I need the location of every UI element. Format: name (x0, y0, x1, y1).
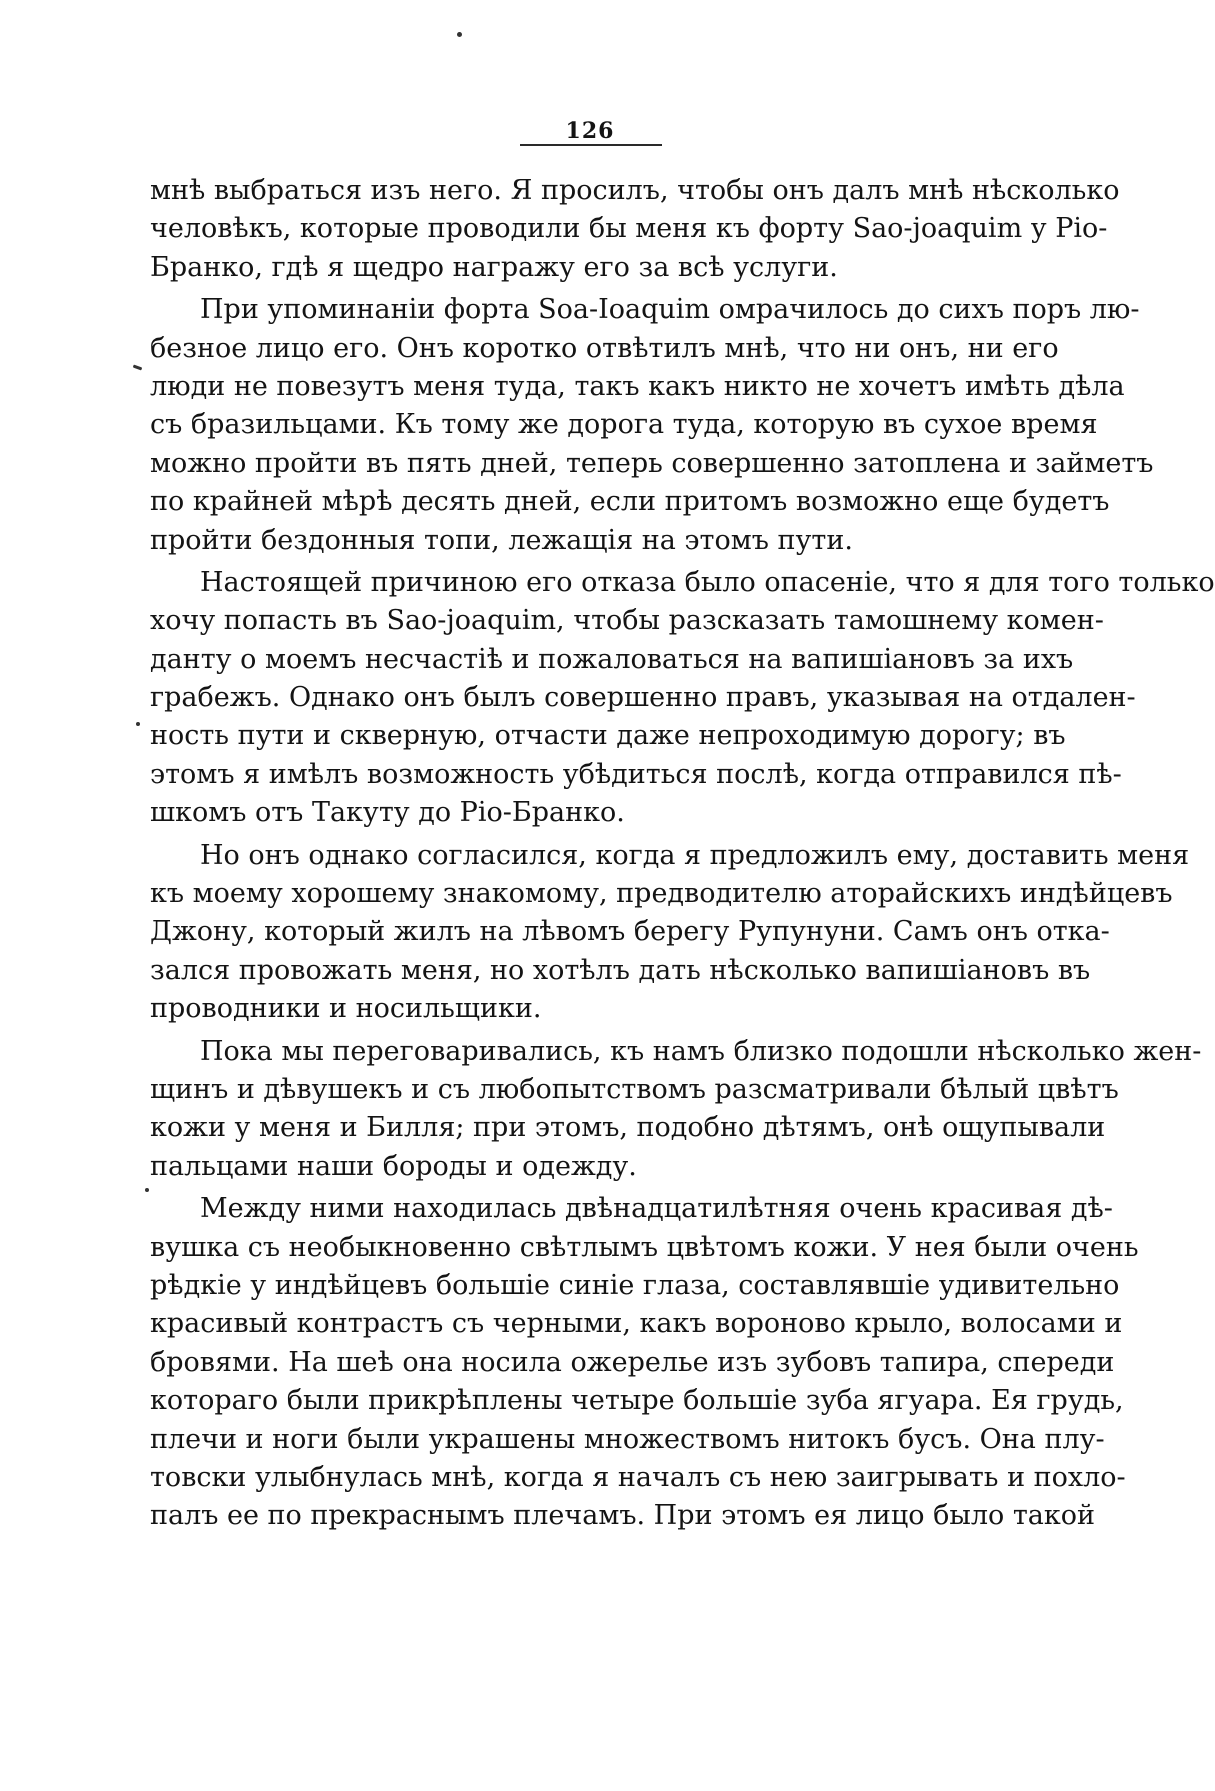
paragraph (150, 837, 1190, 1029)
text-line: мнѣ выбраться изъ него. Я просилъ, чтобы онъ далъ мнѣ нѣсколько (150, 175, 1120, 206)
text-line: При упоминаніи форта Soa-Ioaquim омрачилось до сихъ поръ лю- (200, 294, 1140, 326)
text-line: Пока мы переговаривались, къ намъ близко подошли нѣсколько жен- (200, 1035, 1202, 1067)
text-line: Между ними находилась двѣнадцатилѣтняя очень красивая дѣ- (200, 1193, 1113, 1225)
text-line: палъ ее по прекраснымъ плечамъ. При этомъ ея лицо было такой (150, 1500, 1095, 1532)
paragraph (150, 291, 1154, 560)
text-line: зался провожать меня, но хотѣлъ дать нѣсколько вапишіановъ въ (150, 954, 1091, 986)
text-line: по крайней мѣрѣ десять дней, если притомъ возможно еще будетъ (150, 486, 1110, 518)
text-line: котораго были прикрѣплены четыре большіе зуба ягуара. Ея грудь, (150, 1385, 1124, 1417)
text-line: можно пройти въ пять дней, теперь совершенно затоплена и займетъ (150, 447, 1154, 479)
text-line: щинъ и дѣвушекъ и съ любопытствомъ разсматривали бѣлый цвѣтъ (150, 1073, 1119, 1105)
text-line: человѣкъ, которые проводили бы меня къ форту Sao-joaquim у Ріо- (150, 213, 1108, 245)
scan-speck (145, 1188, 149, 1192)
text-line: пройти бездонныя топи, лежащія на этомъ пути. (150, 524, 853, 556)
text-line: бровями. На шеѣ она носила ожерелье изъ зубовъ тапира, спереди (150, 1346, 1115, 1378)
scan-speck (457, 32, 462, 37)
text-line: вушка съ необыкновенно свѣтлымъ цвѣтомъ кожи. У нея были очень (150, 1231, 1139, 1263)
text-line: красивый контрастъ съ черными, какъ вороново крыло, волосами и (150, 1308, 1123, 1340)
text-line: Джону, который жилъ на лѣвомъ берегу Рупунуни. Самъ онъ отка- (150, 916, 1110, 948)
text-line: этомъ я имѣлъ возможность убѣдиться послѣ, когда отправился пѣ- (150, 758, 1122, 790)
text-line: грабежъ. Однако онъ былъ совершенно правъ, указывая на отдален- (150, 682, 1136, 714)
text-line: Бранко, гдѣ я щедро награжу его за всѣ услуги. (150, 251, 838, 283)
body-text (150, 172, 1215, 1536)
text-line: люди не повезутъ меня туда, такъ какъ никто не хочетъ имѣть дѣла (150, 370, 1125, 402)
text-line: кожи у меня и Билля; при этомъ, подобно дѣтямъ, онѣ ощупывали (150, 1112, 1106, 1144)
text-line: пальцами наши бороды и одежду. (150, 1150, 637, 1182)
text-line: плечи и ноги были украшены множествомъ нитокъ бусъ. Она плу- (150, 1423, 1105, 1455)
text-line: къ моему хорошему знакомому, предводителю аторайскихъ индѣйцевъ (150, 878, 1173, 910)
page-number: 126 (565, 118, 615, 144)
text-line: товски улыбнулась мнѣ, когда я началъ съ нею заигрывать и похло- (150, 1461, 1126, 1493)
scan-speck (133, 365, 142, 371)
page-number-rule (520, 144, 662, 146)
paragraph (150, 1190, 1139, 1536)
text-line: проводники и носильщики. (150, 993, 542, 1025)
paragraph (150, 1033, 1202, 1187)
text-line: шкомъ отъ Такуту до Ріо-Бранко. (150, 797, 625, 829)
text-line: ность пути и скверную, отчасти даже непроходимую дорогу; въ (150, 720, 1066, 752)
text-line: Но онъ однако согласился, когда я предложилъ ему, доставить меня (200, 839, 1190, 871)
text-line: данту о моемъ несчастіѣ и пожаловаться на вапишіановъ за ихъ (150, 643, 1074, 675)
paragraph (150, 172, 1120, 287)
paragraph (150, 564, 1215, 833)
text-line: рѣдкіе у индѣйцевъ большіе синіе глаза, составлявшіе удивительно (150, 1269, 1120, 1301)
text-line: Настоящей причиною его отказа было опасеніе, что я для того только (200, 566, 1215, 598)
text-line: хочу попасть въ Sao-joaquim, чтобы разсказать тамошнему комен- (150, 605, 1104, 637)
scan-speck (136, 722, 140, 726)
text-line: съ бразильцами. Къ тому же дорога туда, которую въ сухое время (150, 409, 1098, 441)
text-line: безное лицо его. Онъ коротко отвѣтилъ мнѣ, что ни онъ, ни его (150, 332, 1059, 364)
